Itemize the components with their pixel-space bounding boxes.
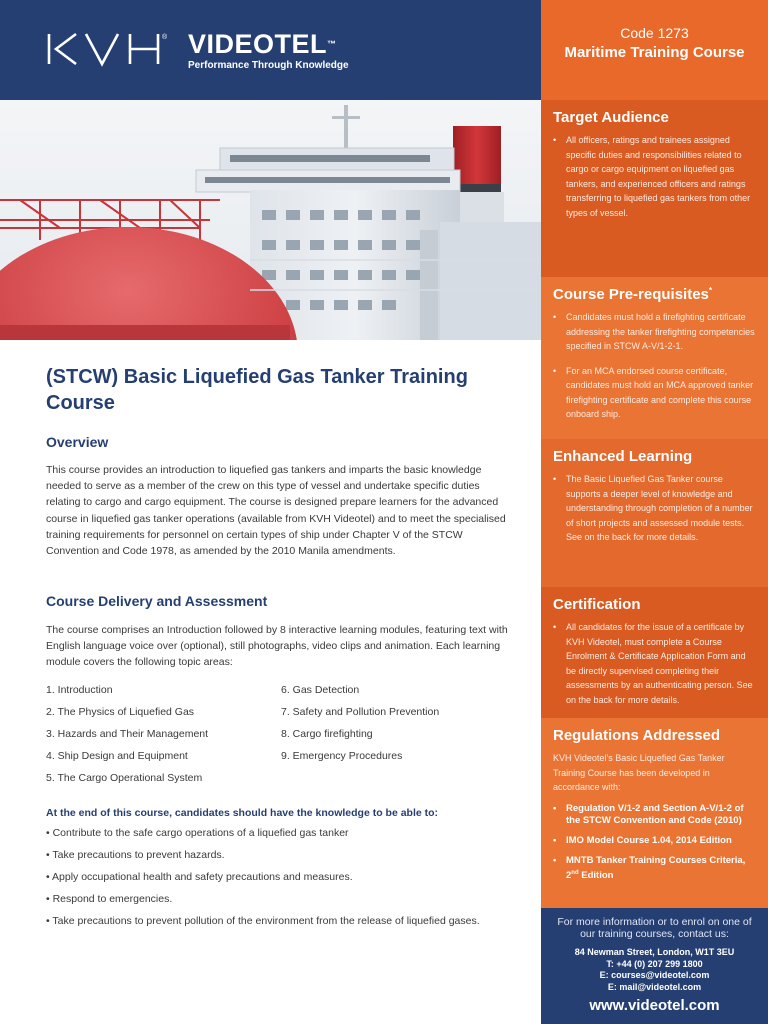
prerequisites-heading: Course Pre-requisites* xyxy=(553,286,713,303)
overview-text: This course provides an introduction to liquefied gas tankers and imparts the basic knowledge needed to serve as a member of the crew on this type of vessel and undertake specific duties relating to cargo and cargo equipment. The course is designed prepare learners for the advanced course in liquefied gas tanker operations (available from KVH Videotel) and to meet the specialised training requirements for personnel on certain types of ship under Chapter V of the STCW Convention and Code 1978, as amended by the 2010 Manila amendments. xyxy=(46,464,506,558)
contact-email-courses[interactable]: E: courses@videotel.com xyxy=(599,970,710,980)
website-link[interactable]: www.videotel.com xyxy=(589,997,720,1014)
hero-ship-image xyxy=(0,100,541,340)
topic-item: 1. Introduction xyxy=(46,684,113,696)
topic-item: 7. Safety and Pollution Prevention xyxy=(281,706,440,718)
certification-heading: Certification xyxy=(553,596,641,613)
outcome-item: • Take precautions to prevent hazards. xyxy=(46,849,225,861)
course-code-panel xyxy=(541,0,768,100)
target-audience-heading: Target Audience xyxy=(553,109,669,126)
kvh-logo-icon xyxy=(46,30,176,68)
contact-phone: T: +44 (0) 207 299 1800 xyxy=(606,958,703,969)
contact-info: For more information or to enrol on one of our training courses, contact us: xyxy=(557,916,752,940)
brand-name: VIDEOTEL™ xyxy=(188,29,337,59)
svg-text:®: ® xyxy=(162,34,168,41)
header-bar xyxy=(0,0,541,100)
prerequisite-item: • Candidates must hold a firefighting certificate addressing the tanker firefighting competencies specified in STCW A-V/1-2-1. xyxy=(553,310,756,354)
regulations-heading: Regulations Addressed xyxy=(553,727,720,744)
topic-item: 3. Hazards and Their Management xyxy=(46,728,209,740)
outcomes-heading: At the end of this course, candidates should have the knowledge to be able to: xyxy=(46,807,439,819)
certification-item: • All candidates for the issue of a certificate by KVH Videotel, must complete a Course Enrolment & Certificate Application Form and be directly supervised completing their assessments by an authenticating person. See on the back for more details. xyxy=(553,620,756,707)
topic-item: 6. Gas Detection xyxy=(281,684,360,696)
delivery-heading: Course Delivery and Assessment xyxy=(46,593,268,609)
brand-tagline: Performance Through Knowledge xyxy=(188,60,349,71)
contact-details xyxy=(541,947,768,993)
regulation-item: • IMO Model Course 1.04, 2014 Edition xyxy=(553,835,756,847)
enhanced-learning-heading: Enhanced Learning xyxy=(553,448,693,465)
prerequisites-section xyxy=(541,277,768,439)
topic-item: 8. Cargo firefighting xyxy=(281,728,373,740)
contact-address: 84 Newman Street, London, W1T 3EU xyxy=(574,947,735,957)
outcomes-list xyxy=(46,827,526,937)
outcome-item: • Contribute to the safe cargo operations of a liquefied gas tanker xyxy=(46,827,349,839)
prerequisite-item: • For an MCA endorsed course certificate, candidates must hold an MCA approved tanker firefighting certificate and complete this course onboard ship. xyxy=(553,364,756,422)
topic-item: 4. Ship Design and Equipment xyxy=(46,750,188,762)
regulations-section xyxy=(541,718,768,908)
topic-item: 9. Emergency Procedures xyxy=(281,750,403,762)
topic-item: 5. The Cargo Operational System xyxy=(46,772,203,784)
outcome-item: • Take precautions to prevent pollution of the environment from the release of liquefied gases. xyxy=(46,915,480,927)
delivery-text: The course comprises an Introduction followed by 8 interactive learning modules, featuring text with English language voice over (optional), still photographs, video clips and animation. Each learning module covers the following topic areas: xyxy=(46,624,508,669)
outcome-item: • Apply occupational health and safety precautions and measures. xyxy=(46,871,353,883)
enhanced-learning-item: • The Basic Liquefied Gas Tanker course supports a deeper level of knowledge and understanding through completion of a number of short projects and assessed module tests. See on the back for more details. xyxy=(553,472,756,545)
enhanced-learning-section xyxy=(541,439,768,587)
outcome-item: • Respond to emergencies. xyxy=(46,893,173,905)
regulation-item: • Regulation V/1-2 and Section A-V/1-2 of the STCW Convention and Code (2010) xyxy=(553,803,756,827)
topic-item: 2. The Physics of Liquefied Gas xyxy=(46,706,195,718)
page-title: (STCW) Basic Liquefied Gas Tanker Training Course xyxy=(46,366,468,414)
overview-heading: Overview xyxy=(46,434,109,450)
contact-panel xyxy=(541,908,768,1024)
regulation-item: • MNTB Tanker Training Courses Criteria, 2nd Edition xyxy=(553,855,756,882)
regulations-intro: KVH Videotel’s Basic Liquefied Gas Tanker Training Course has been developed in accordance with: xyxy=(553,753,725,792)
kvh-videotel-logo xyxy=(46,30,349,71)
target-audience-item: • All officers, ratings and trainees assigned specific duties and responsibilities related to cargo or cargo equipment on liquefied gas tankers, and experienced officers and ratings transferring to liquefied gas tankers from other types of vessel. xyxy=(553,133,756,220)
course-type: Maritime Training Course xyxy=(564,44,745,61)
target-audience-section xyxy=(541,100,768,277)
course-code: Code 1273 xyxy=(620,25,689,41)
sidebar xyxy=(541,0,768,1024)
certification-section xyxy=(541,587,768,718)
contact-email-mail[interactable]: E: mail@videotel.com xyxy=(607,981,702,992)
